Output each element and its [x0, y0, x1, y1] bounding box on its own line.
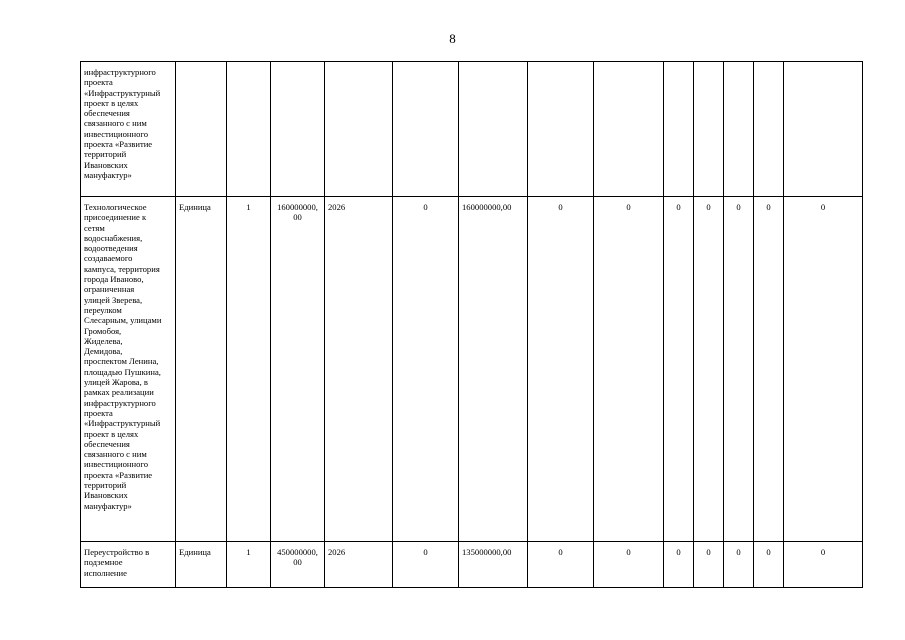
- value-cell: 0: [784, 542, 863, 588]
- value-cell: 0: [694, 542, 724, 588]
- row-name-cell: [81, 542, 176, 588]
- value-cell: 0: [724, 197, 754, 542]
- name-line: «Инфраструктурный: [84, 418, 161, 429]
- name-line: мануфактур»: [84, 500, 132, 511]
- value-cell: 0: [664, 542, 694, 588]
- year-cell: 2026: [325, 542, 393, 588]
- value-cell: [528, 62, 594, 197]
- cost-line: 00: [293, 557, 302, 568]
- name-line: инфраструктурного: [84, 67, 156, 77]
- name-lines: [84, 202, 172, 511]
- name-line: проекта: [84, 77, 113, 88]
- qty-cell: 1: [227, 542, 271, 588]
- name-line: Демидова,: [84, 346, 123, 357]
- value-cell: 0: [528, 542, 594, 588]
- page-number: 8: [449, 31, 456, 46]
- name-line: Технологическое: [84, 202, 147, 212]
- name-line: Ивановских: [84, 159, 128, 170]
- name-line: «Инфраструктурный: [84, 87, 161, 98]
- value-cell: [694, 62, 724, 197]
- cost-line: 450000000,: [277, 547, 318, 557]
- name-line: подземное: [84, 557, 123, 568]
- table-row: [81, 197, 863, 542]
- name-line: инвестиционного: [84, 128, 148, 139]
- value-cell: 135000000,00: [459, 542, 528, 588]
- name-line: Переустройство в: [84, 547, 150, 557]
- value-cell: 0: [784, 197, 863, 542]
- value-cell: [724, 62, 754, 197]
- unit-cell: [176, 62, 227, 197]
- value-cell: [459, 62, 528, 197]
- value-cell: [594, 62, 664, 197]
- cost-line: 00: [293, 212, 302, 223]
- name-line: рамках реализации: [84, 387, 154, 398]
- name-line: проекта «Развитие: [84, 469, 153, 480]
- name-line: связанного с ним: [84, 118, 147, 129]
- cost-cell: [271, 197, 325, 542]
- name-line: обеспечения: [84, 108, 130, 119]
- cost-table: [80, 61, 863, 588]
- value-cell: 0: [664, 197, 694, 542]
- name-line: сетям: [84, 222, 105, 233]
- value-cell: 0: [594, 542, 664, 588]
- value-cell: [393, 62, 459, 197]
- year-cell: [325, 62, 393, 197]
- name-line: инвестиционного: [84, 459, 148, 470]
- name-lines: [84, 67, 172, 180]
- name-line: города Иваново,: [84, 274, 144, 285]
- value-cell: [754, 62, 784, 197]
- name-line: мануфактур»: [84, 169, 132, 180]
- value-cell: [664, 62, 694, 197]
- name-line: территорий: [84, 149, 127, 160]
- value-cell: 0: [754, 542, 784, 588]
- name-line: связанного с ним: [84, 449, 147, 460]
- name-line: Слесарным, улицами: [84, 315, 162, 326]
- name-line: улицей Жарова, в: [84, 377, 148, 388]
- value-cell: 0: [754, 197, 784, 542]
- value-cell: 0: [694, 197, 724, 542]
- name-line: проекта «Развитие: [84, 139, 153, 150]
- unit-cell: Единица: [176, 197, 227, 542]
- name-line: Громобоя,: [84, 325, 122, 336]
- name-line: водоснабжения,: [84, 232, 143, 243]
- table-row: [81, 542, 863, 588]
- name-line: инфраструктурного: [84, 397, 156, 408]
- value-cell: 0: [393, 542, 459, 588]
- cost-line: 160000000,: [277, 202, 318, 212]
- qty-cell: 1: [227, 197, 271, 542]
- name-line: проект в целях: [84, 97, 139, 108]
- table-row: [81, 62, 863, 197]
- value-cell: 160000000,00: [459, 197, 528, 542]
- name-line: создаваемого: [84, 253, 133, 264]
- row-name-cell: [81, 62, 176, 197]
- name-line: водоотведения: [84, 243, 138, 254]
- unit-cell: Единица: [176, 542, 227, 588]
- name-line: проспектом Ленина,: [84, 356, 159, 367]
- cost-cell: [271, 62, 325, 197]
- name-line: проект в целях: [84, 428, 139, 439]
- name-line: Жиделева,: [84, 335, 123, 346]
- value-cell: 0: [393, 197, 459, 542]
- name-line: территорий: [84, 480, 127, 491]
- name-line: ограниченная: [84, 284, 135, 295]
- year-cell: 2026: [325, 197, 393, 542]
- name-lines: [84, 547, 172, 578]
- name-line: проекта: [84, 407, 113, 418]
- row-name-cell: [81, 197, 176, 542]
- name-line: Ивановских: [84, 490, 128, 501]
- value-cell: 0: [528, 197, 594, 542]
- name-line: переулком: [84, 304, 122, 315]
- name-line: исполнение: [84, 567, 127, 578]
- value-cell: 0: [724, 542, 754, 588]
- name-line: площадью Пушкина,: [84, 366, 161, 377]
- qty-cell: [227, 62, 271, 197]
- name-line: присоединение к: [84, 212, 147, 223]
- value-cell: [784, 62, 863, 197]
- name-line: обеспечения: [84, 438, 130, 449]
- name-line: кампуса, территория: [84, 263, 160, 274]
- cost-cell: [271, 542, 325, 588]
- name-line: улицей Зверева,: [84, 294, 143, 305]
- value-cell: 0: [594, 197, 664, 542]
